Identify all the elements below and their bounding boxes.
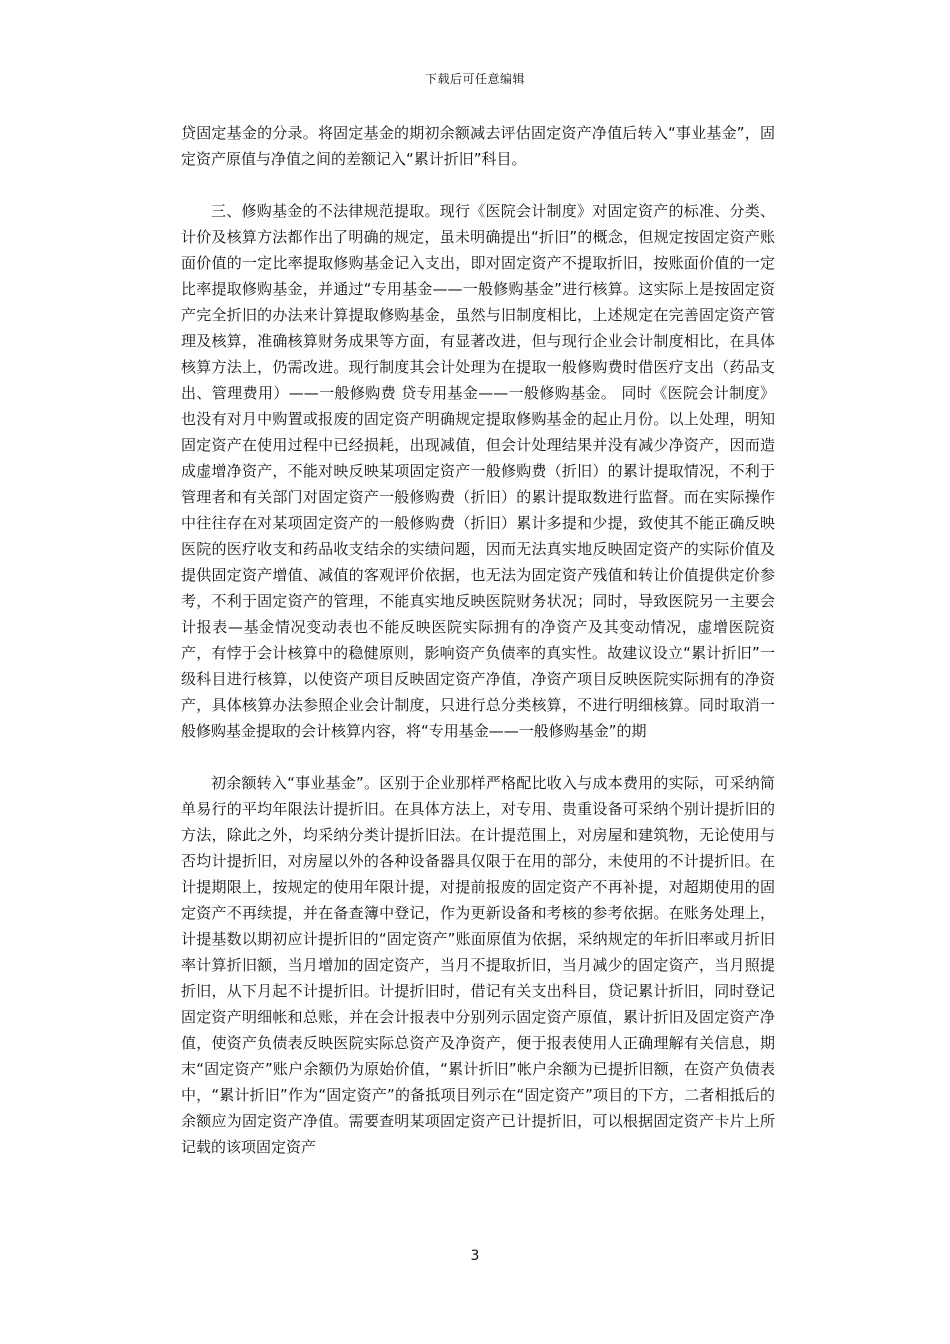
paragraph-depreciation-method: 初余额转入“事业基金”。区别于企业那样严格配比收入与成本费用的实际，可采纳简单易行的平均年限法计提折旧。在具体方法上，对专用、贵重设备可采纳个别计提折旧的方法，除此之外，均采纳分类计提折旧法。在计提范围上，对房屋和建筑物，无论使用与否均计提折旧，对房屋以外的各种设备器具仅限于在用的部分，未使用的不计提折旧。在计提期限上，按规定的使用年限计提，对提前报废的固定资产不再补提，对超期使用的固定资产不再续提，并在备查簿中登记，作为更新设备和考核的参考依据。在账务处理上，计提基数以期初应计提折旧的“固定资产”账面原值为依据，采纳规定的年折旧率或月折旧率计算折旧额，当月增加的固定资产，当月不提取折旧，当月减少的固定资产，当月照提折旧，从下月起不计提折旧。计提折旧时，借记有关支出科目，贷记累计折旧，同时登记固定资产明细帐和总账，并在会计报表中分别列示固定资产原值，累计折旧及固定资产净值，使资产负债表反映医院实际总资产及净资产，便于报表使用人正确理解有关信息，期末“固定资产”账户余额仍为原始价值，“累计折旧”帐户余额为已提折旧额，在资产负债表中，“累计折旧”作为“固定资产”的备抵项目列示在“固定资产”项目的下方，二者相抵后的余额应为固定资产净值。需要查明某项固定资产已计提折旧，可以根据固定资产卡片上所记载的该项固定资产 bbox=[181, 774, 775, 1156]
document-body bbox=[181, 120, 775, 1160]
page-header: 下载后可任意编辑 bbox=[424, 72, 525, 86]
paragraph-section-three: 三、修购基金的不法律规范提取。现行《医院会计制度》对固定资产的标准、分类、计价及核算方法都作出了明确的规定，虽未明确提出“折旧”的概念，但规定按固定资产账面价值的一定比率提取修购基金记入支出，即对固定资产不提取折旧，按账面价值的一定比率提取修购基金，并通过“专用基金——一般修购基金”进行核算。这实际上是按固定资产完全折旧的办法来计算提取修购基金，虽然与旧制度相比，上述规定在完善固定资产管理及核算，准确核算财务成果等方面，有显著改进，但与现行企业会计制度相比，在具体核算方法上，仍需改进。现行制度其会计处理为在提取一般修购费时借医疗支出（药品支出、管理费用）——一般修购费 贷专用基金——一般修购基金。 同时《医院会计制度》也没有对月中购置或报废的固定资产明确规定提取修购基金的起止月份。以上处理，明知固定资产在使用过程中已经损耗，出现减值，但会计处理结果并没有减少净资产，因而造成虚增净资产，不能对映反映某项固定资产一般修购费（折旧）的累计提取情况，不利于管理者和有关部门对固定资产一般修购费（折旧）的累计提取数进行监督。而在实际操作中往往存在对某项固定资产的一般修购费（折旧）累计多提和少提，致使其不能正确反映医院的医疗收支和药品收支结余的实绩问题，因而无法真实地反映固定资产的实际价值及提供固定资产增值、减值的客观评价依据，也无法为固定资产残值和转让价值提供定价参考，不利于固定资产的管理，不能真实地反映医院财务状况；同时，导致医院另一主要会计报表—基金情况变动表也不能反映医院实际拥有的净资产及其变动情况，虚增医院资产，有悖于会计核算中的稳健原则，影响资产负债率的真实性。故建议设立“累计折旧”一级科目进行核算，以使资产项目反映固定资产净值，净资产项目反映医院实际拥有的净资产，具体核算办法参照企业会计制度，只进行总分类核算，不进行明细核算。同时取消一般修购基金提取的会计核算内容，将“专用基金——一般修购基金”的期 bbox=[181, 202, 775, 740]
page-number: 3 bbox=[470, 1248, 480, 1264]
paragraph-gap bbox=[181, 172, 775, 198]
paragraph-gap bbox=[181, 744, 775, 770]
paragraph-continued: 贷固定基金的分录。将固定基金的期初余额减去评估固定资产净值后转入“事业基金”，固定资产原值与净值之间的差额记入“累计折旧”科目。 bbox=[181, 124, 775, 168]
